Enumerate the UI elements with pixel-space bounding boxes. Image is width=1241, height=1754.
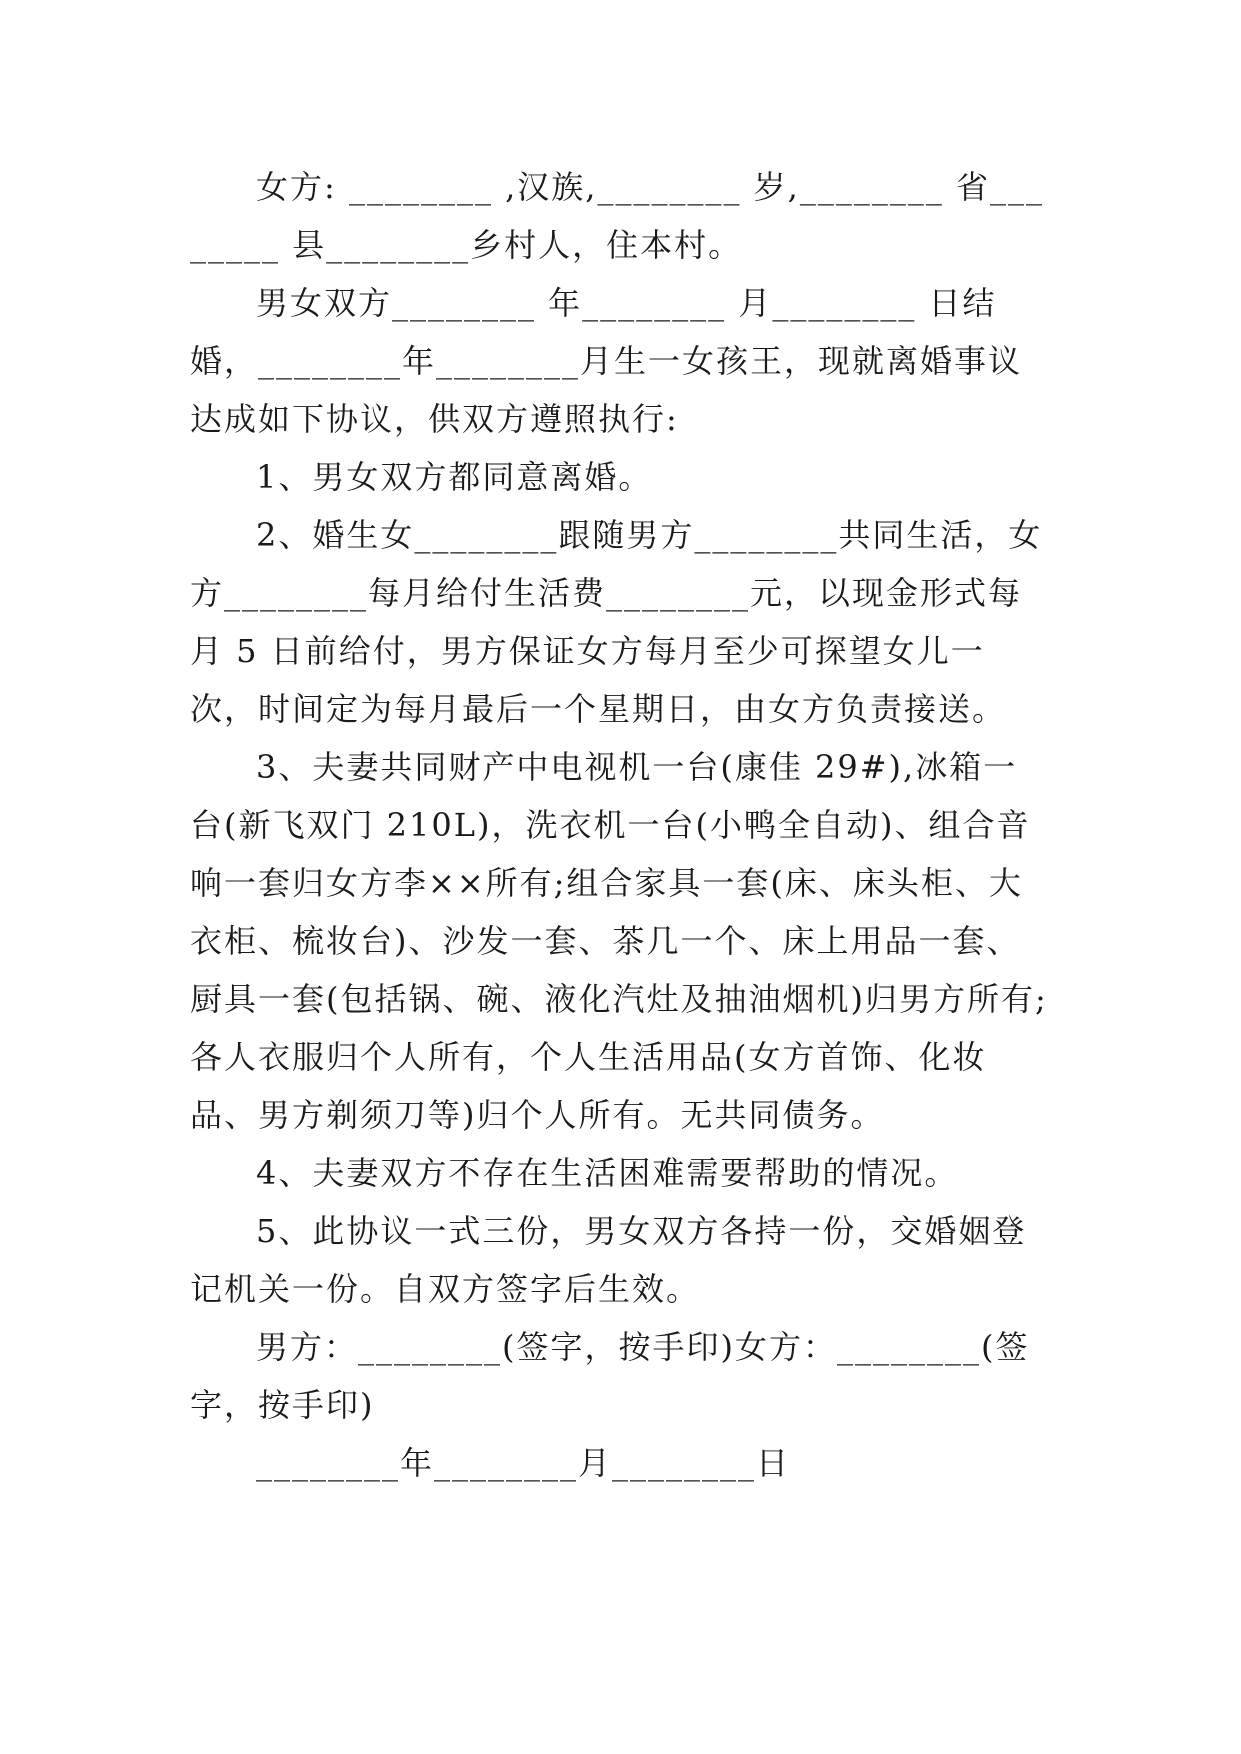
document-body [190,158,1050,1492]
date-line: ________年________月________日 [256,1444,791,1482]
clause-5: 5、此协议一式三份，男女双方各持一份，交婚姻登记机关一份。自双方签字后生效。 [190,1212,1027,1308]
signature-line: 男方：________(签字，按手印)女方：________(签字，按手印) [190,1328,1030,1424]
clause-2: 2、婚生女________跟随男方________共同生活，女方________每月给付生活费________元，以现金形式每月 5 日前给付，男方保证女方每月至少可探望女儿一次，时间定为每月最后一个星期日，由女方负责接送。 [190,516,1043,728]
clause-3: 3、夫妻共同财产中电视机一台(康佳 29#),冰箱一台(新飞双门 210L)，洗衣机一台(小鸭全自动)、组合音响一套归女方李××所有;组合家具一套(床、床头柜、大衣柜、梳妆台)、沙发一套、茶几一个、床上用品一套、厨具一套(包括锅、碗、液化汽灶及抽油烟机)归男方所有;各人衣服归个人所有，个人生活用品(女方首饰、化妆品、男方剃须刀等)归个人所有。无共同债务。 [190,748,1048,1134]
clause-1: 1、男女双方都同意离婚。 [256,458,653,496]
marriage-info: 男女双方________ 年________ 月________ 日结婚，________年________月生一女孩王，现就离婚事议达成如下协议，供双方遵照执行: [190,284,1023,438]
clause-4: 4、夫妻双方不存在生活困难需要帮助的情况。 [256,1154,959,1192]
party-female-info: 女方: ________ ,汉族,________ 岁,________ 省________ 县________乡村人，住本村。 [190,168,1044,264]
